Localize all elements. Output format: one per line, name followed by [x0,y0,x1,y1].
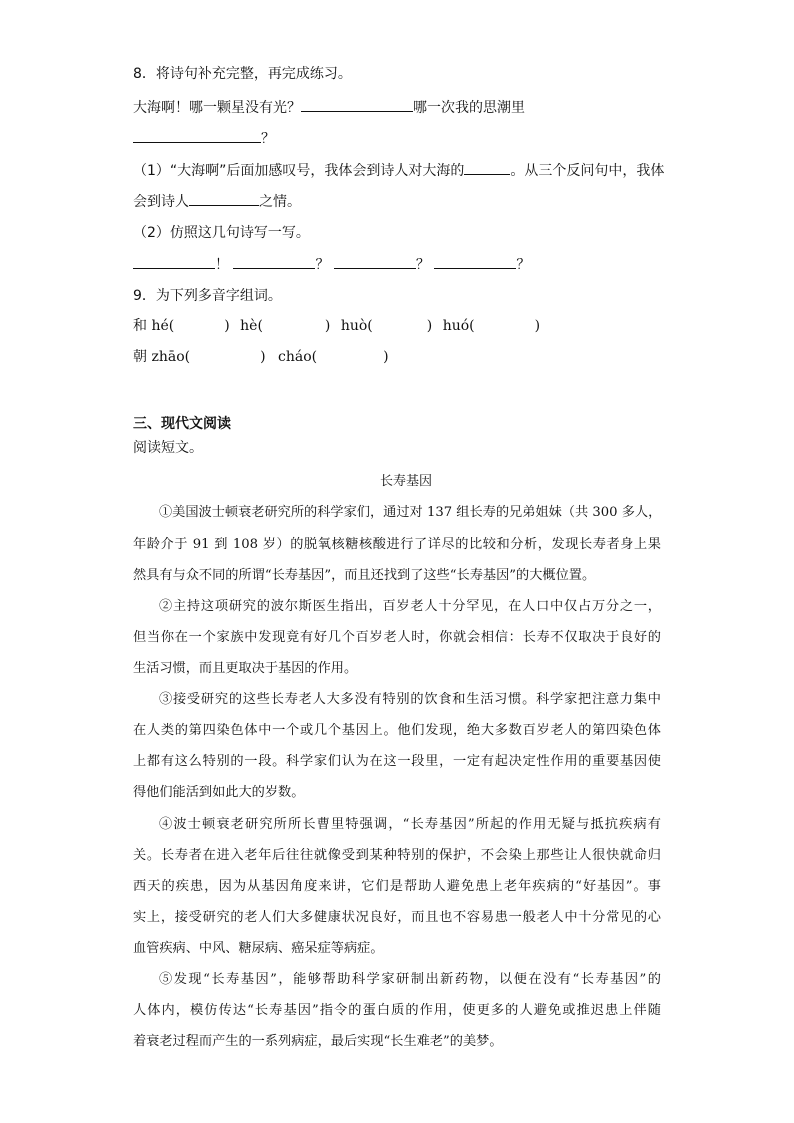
section3-heading: 三、现代文阅读 [133,416,231,432]
q8-sub1-line2: 会到诗人 之情。 [133,191,301,212]
para1-line3: 然具有与众不同的所谓“长寿基因”，而且还找到了这些“长寿基因”的大概位置。 [133,568,596,583]
para1-line1: ①美国波士顿衰老研究所的科学家们，通过对 137 组长寿的兄弟姐妹（共 300 多人， [159,505,662,520]
q8-poem-line2: ？ [133,128,275,149]
imitate-blank-4[interactable] [434,254,516,269]
para4-line5: 血管疾病、中风、糖尿病、癌呆症等病症。 [133,941,384,956]
q8-imitate-line: ！ ？ ？ ？ [133,254,530,275]
imitate-blank-1[interactable] [133,254,215,269]
para5-line1: ⑤发现“长寿基因”，能够帮助科学家研制出新药物，以便在没有“长寿基因”的 [159,972,661,987]
para1-line2: 年龄介于 91 到 108 岁）的脱氧核糖核酸进行了详尽的比较和分析，发现长寿者身上果 [133,537,661,552]
para2-line1: ②主持这项研究的波尔斯医生指出，百岁老人十分罕见，在人口中仅占万分之一， [159,599,661,614]
para3-line2: 在人类的第四染色体中一个或几个基因上。他们发现，绝大多数百岁老人的第四染色体 [133,723,661,738]
imitate-blank-2[interactable] [233,254,315,269]
para3-line4: 得他们能活到如此大的岁数。 [133,785,305,800]
para3-line3: 上都有这么特别的一段。科学家们认为在这一段里，一定有起决定性作用的重要基因使 [133,754,661,769]
para4-line3: 西天的疾患，因为从基因角度来讲，它们是帮助人避免患上老年疾病的“好基因”。事 [133,879,661,894]
para4-line2: 关。长寿者在进入老年后往往就像受到某种特别的保护，不会染上那些让人很快就命归 [133,848,661,863]
para4-line1: ④波士顿衰老研究所所长曹里特强调，“长寿基因”所起的作用无疑与抵抗疾病有 [159,817,661,832]
q9-zhao-line: 朝 zhāo( ) cháo( ) [133,349,389,365]
q8-poem-line1: 大海啊！哪一颗星没有光？ 哪一次我的思潮里 [133,97,525,118]
feeling-blank[interactable] [464,160,510,175]
para5-line2: 人体内，模仿传达“长寿基因”指令的蛋白质的作用，使更多的人避免或推迟患上伴随 [133,1003,661,1018]
para2-line3: 生活习惯，而且更取决于基因的作用。 [133,661,358,676]
para3-line1: ③接受研究的这些长寿老人大多没有特别的饮食和生活习惯。科学家把注意力集中 [159,692,661,707]
article-title: 长寿基因 [380,474,433,489]
poem-blank-1[interactable] [301,97,413,112]
q9-prompt: 9．为下列多音字组词。 [133,288,282,304]
q8-prompt: 8．将诗句补充完整，再完成练习。 [133,66,352,82]
section3-instruction: 阅读短文。 [133,440,203,456]
poem-blank-2[interactable] [133,128,261,143]
emotion-blank[interactable] [189,191,259,206]
q9-he-line: 和 hé( ) hè( ) huò( ) huó( ) [133,318,541,334]
para5-line3: 着衰老过程而产生的一系列病症，最后实现“长生难老”的美梦。 [133,1034,503,1049]
imitate-blank-3[interactable] [334,254,416,269]
q8-sub1-line1: （1）“大海啊”后面加感叹号，我体会到诗人对大海的 。从三个反问句中，我体 [133,160,664,181]
q8-sub2: （2）仿照这几句诗写一写。 [133,225,310,241]
para2-line2: 但当你在一个家族中发现竟有好几个百岁老人时，你就会相信：长寿不仅取决于良好的 [133,630,661,645]
para4-line4: 实上，接受研究的老人们大多健康状况良好，而且也不容易患一般老人中十分常见的心 [133,910,661,925]
